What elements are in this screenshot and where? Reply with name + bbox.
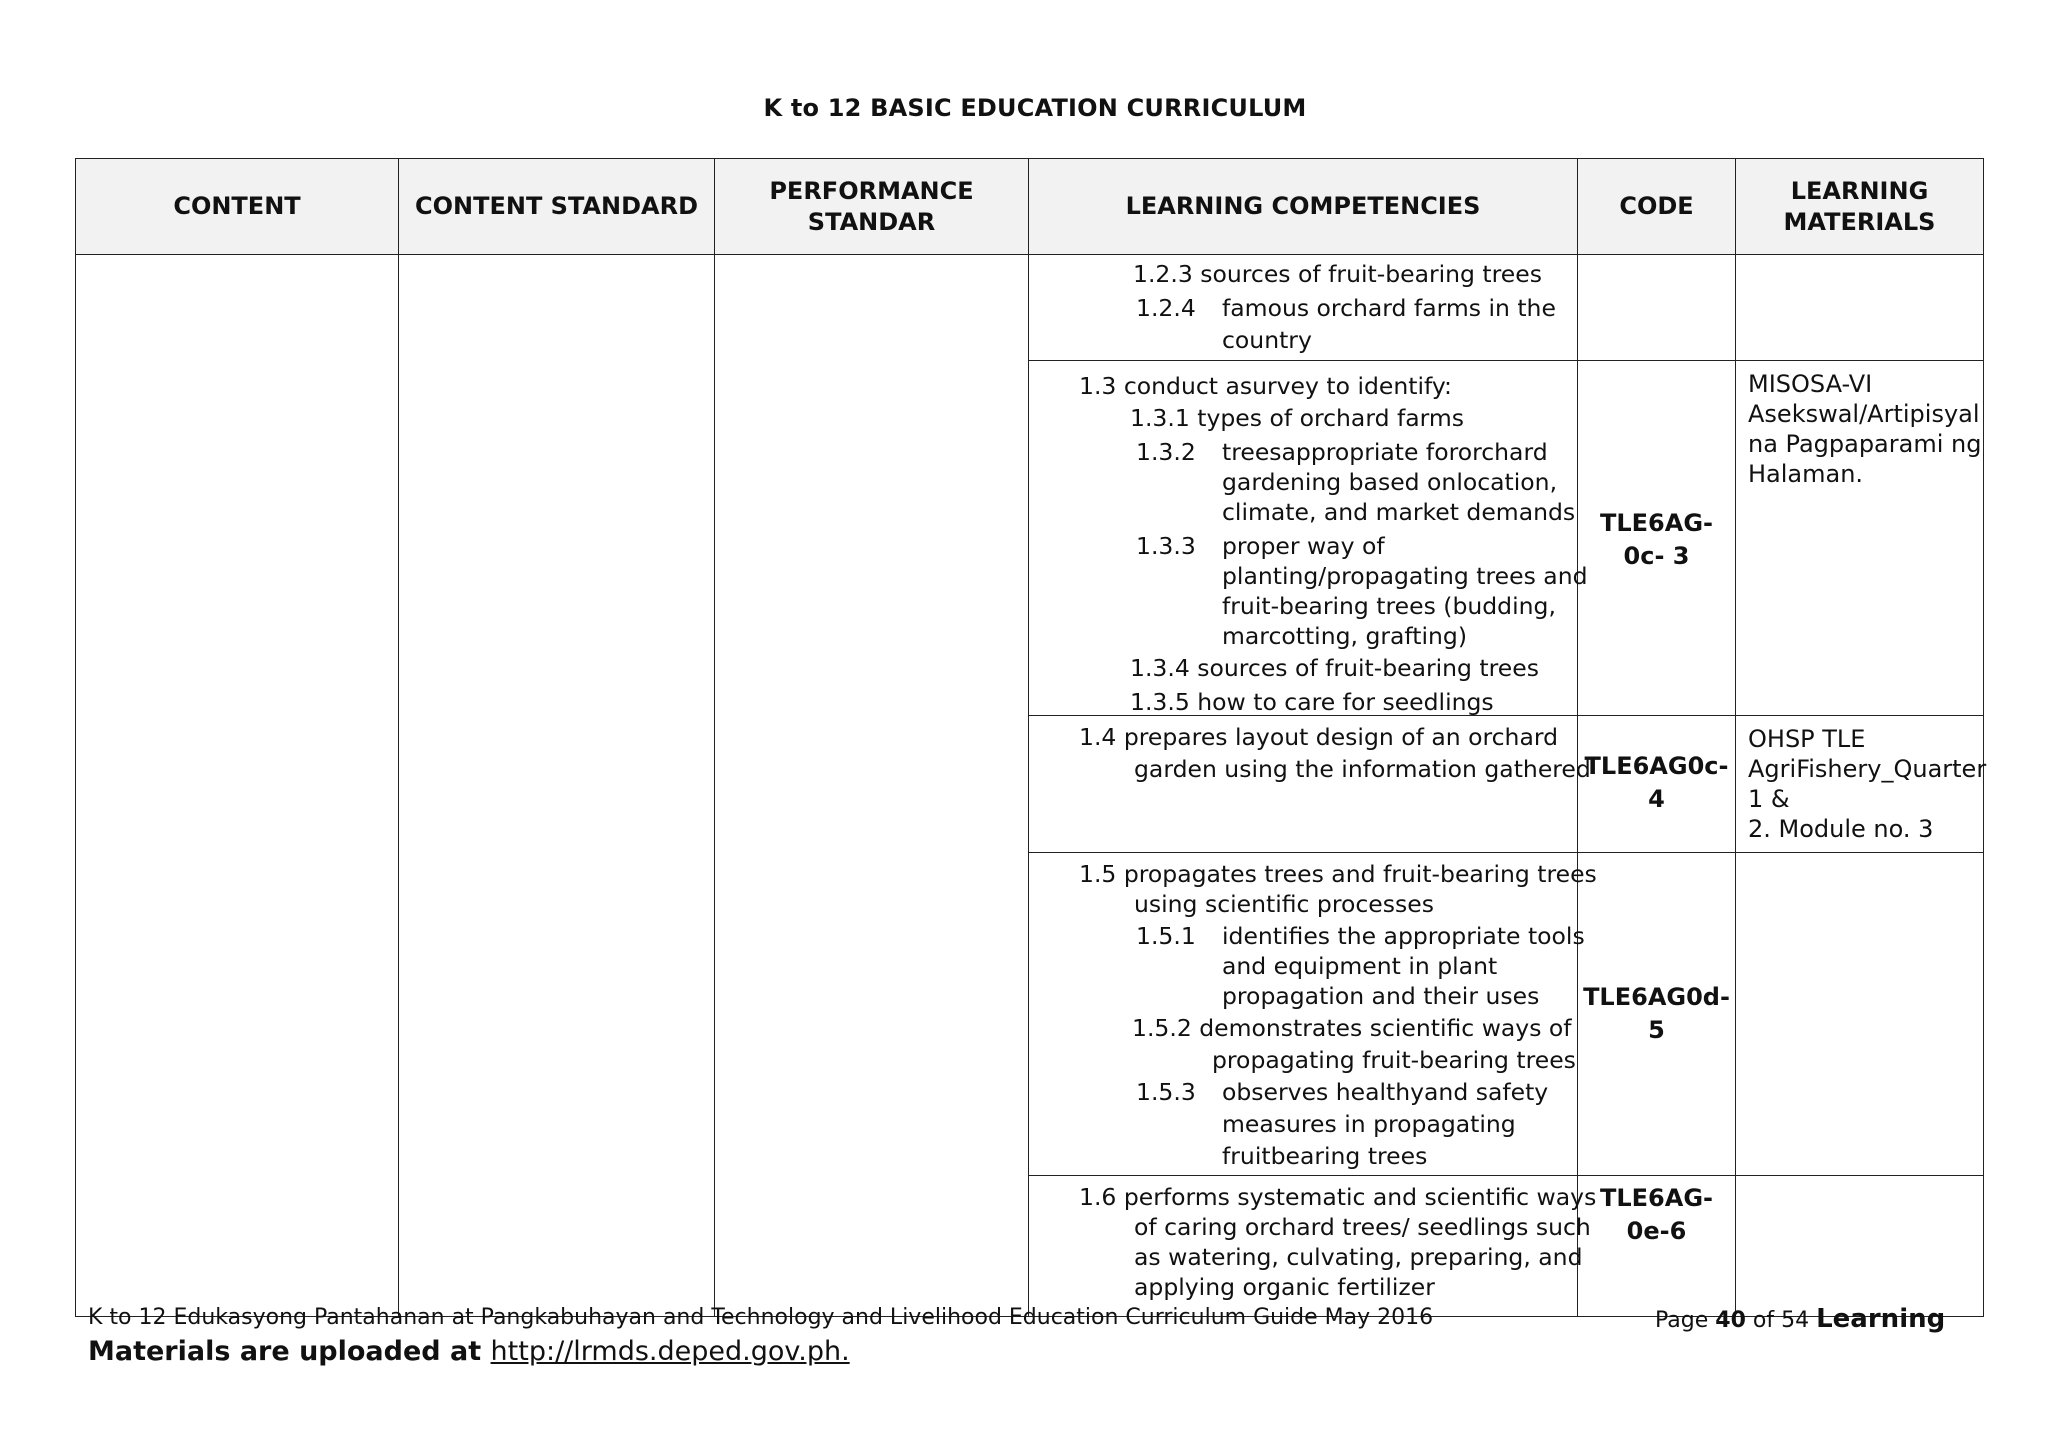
competency-cell	[1029, 716, 1591, 853]
competency-line: and equipment in plant	[1222, 952, 1498, 980]
content-standard-cell	[399, 255, 715, 1317]
competency-number: 1.3.3	[1136, 532, 1196, 560]
competency-line: garden using the information gathered	[1134, 755, 1591, 783]
header-content-standard: CONTENT STANDARD	[399, 159, 715, 255]
materials-line: OHSP TLE	[1748, 725, 1866, 753]
competency-line: country	[1222, 326, 1312, 354]
materials-line: na Pagpaparami ng	[1748, 430, 1982, 458]
materials-line: Asekswal/Artipisyal	[1748, 400, 1980, 428]
competency-line: of caring orchard trees/ seedlings such	[1134, 1213, 1591, 1241]
header-content: CONTENT	[76, 159, 399, 255]
competency-line: 1.5.2 demonstrates scientific ways of	[1132, 1014, 1572, 1042]
materials-line: MISOSA-VI	[1748, 370, 1873, 398]
competency-line: planting/propagating trees and	[1222, 562, 1588, 590]
competency-line: propagation and their uses	[1222, 982, 1540, 1010]
materials-cell	[1736, 853, 1984, 1176]
competency-line: marcotting, grafting)	[1222, 622, 1468, 650]
competency-number: 1.2.4	[1136, 294, 1196, 322]
competency-cell	[1029, 853, 1597, 1176]
competency-line: 1.5 propagates trees and fruit-bearing trees	[1079, 860, 1597, 888]
curriculum-table	[75, 158, 1987, 1317]
footer-of-label: of	[1752, 1308, 1775, 1333]
competency-line: 1.3.4 sources of fruit-bearing trees	[1130, 654, 1539, 682]
competency-line: 1.3.5 how to care for seedlings	[1130, 688, 1494, 716]
code-line: TLE6AG-	[1600, 1184, 1713, 1212]
header-learning-competencies: LEARNING COMPETENCIES	[1029, 159, 1578, 255]
competency-line: as watering, culvating, preparing, and	[1134, 1243, 1583, 1271]
footer-materials-text: Materials are uploaded at	[88, 1336, 482, 1367]
code-cell	[1578, 716, 1736, 853]
competency-line: propagating fruit-bearing trees	[1212, 1046, 1576, 1074]
document-title: K to 12 BASIC EDUCATION CURRICULUM	[763, 94, 1307, 122]
performance-standard-cell	[715, 255, 1029, 1317]
table-header-row	[76, 159, 1984, 255]
competency-cell	[1029, 255, 1578, 361]
materials-cell	[1736, 716, 1987, 853]
competency-line: proper way of	[1222, 532, 1385, 560]
competency-line: 1.3 conduct asurvey to identify:	[1079, 372, 1452, 400]
competency-line: treesappropriate fororchard	[1222, 438, 1548, 466]
footer-url-link[interactable]: http://lrmds.deped.gov.ph.	[490, 1336, 850, 1367]
competency-line: 1.6 performs systematic and scientific ways	[1079, 1183, 1597, 1211]
footer-page-label: Page	[1655, 1308, 1709, 1333]
competency-line: fruitbearing trees	[1222, 1142, 1428, 1170]
code-line: 0c- 3	[1623, 542, 1690, 570]
materials-line: Halaman.	[1748, 460, 1864, 488]
footer-learning-label: Learning	[1816, 1304, 1946, 1334]
competency-line: fruit-bearing trees (budding,	[1222, 592, 1556, 620]
competency-line: applying organic fertilizer	[1134, 1273, 1435, 1301]
footer-guide-text: K to 12 Edukasyong Pantahanan at Pangkabuhayan and Technology and Livelihood Education Curriculum Guide May 2016	[88, 1305, 1434, 1330]
footer-materials-line	[88, 1336, 850, 1367]
code-cell	[1578, 853, 1736, 1176]
competency-line: 1.3.1 types of orchard farms	[1130, 404, 1465, 432]
code-cell	[1578, 1176, 1736, 1317]
competency-number: 1.5.3	[1136, 1078, 1196, 1106]
header-performance-line1: PERFORMANCE	[769, 176, 974, 205]
code-line: TLE6AG0c-	[1584, 752, 1729, 780]
header-performance-standard	[715, 159, 1029, 255]
code-cell	[1578, 361, 1736, 716]
competency-line: climate, and market demands	[1222, 498, 1576, 526]
code-line: TLE6AG-	[1600, 509, 1713, 537]
footer-page-info	[1655, 1304, 1945, 1334]
header-learning-materials	[1736, 159, 1984, 255]
materials-line: 1 &	[1748, 785, 1790, 813]
header-code: CODE	[1578, 159, 1736, 255]
footer-page-number: 40	[1715, 1308, 1746, 1333]
materials-line: AgriFishery_Quarter	[1748, 755, 1987, 783]
materials-cell	[1736, 361, 1984, 716]
header-materials-line2: MATERIALS	[1783, 207, 1936, 236]
competency-cell	[1029, 1176, 1597, 1317]
competency-line: using scientific processes	[1134, 890, 1434, 918]
code-line: 0e-6	[1626, 1217, 1687, 1245]
code-cell	[1578, 255, 1736, 361]
competency-line: gardening based onlocation,	[1222, 468, 1558, 496]
competency-line: identifies the appropriate tools	[1222, 922, 1585, 950]
footer-total-pages: 54	[1781, 1308, 1810, 1333]
header-performance-line2: STANDAR	[807, 207, 936, 236]
competency-number: 1.3.2	[1136, 438, 1196, 466]
materials-cell	[1736, 1176, 1984, 1317]
code-line: TLE6AG0d-	[1583, 983, 1730, 1011]
header-materials-line1: LEARNING	[1790, 176, 1929, 205]
materials-line: 2. Module no. 3	[1748, 815, 1934, 843]
competency-line: 1.4 prepares layout design of an orchard	[1079, 723, 1559, 751]
competency-line: famous orchard farms in the	[1222, 294, 1556, 322]
competency-line: 1.2.3 sources of fruit-bearing trees	[1133, 260, 1542, 288]
materials-cell	[1736, 255, 1984, 361]
competency-cell	[1029, 361, 1588, 716]
code-line: 4	[1648, 785, 1665, 813]
competency-line: observes healthyand safety	[1222, 1078, 1549, 1106]
content-cell	[76, 255, 399, 1317]
table-row	[76, 255, 1984, 361]
code-line: 5	[1648, 1016, 1665, 1044]
competency-line: measures in propagating	[1222, 1110, 1516, 1138]
competency-number: 1.5.1	[1136, 922, 1196, 950]
